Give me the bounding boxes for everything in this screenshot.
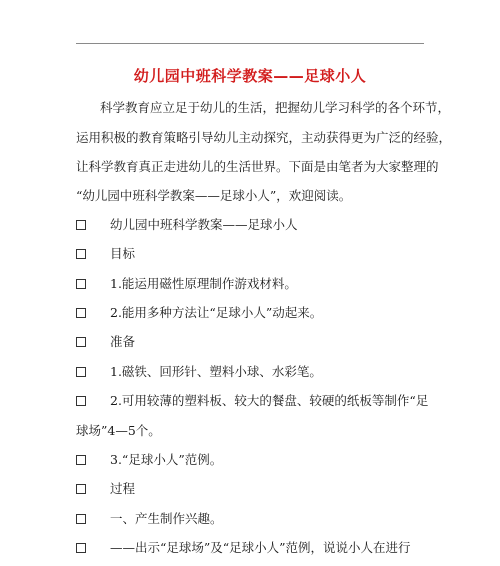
checkbox-icon [76,337,86,347]
list-item-text: 一、产生制作兴趣。 [110,511,223,526]
checkbox-icon [76,396,86,406]
list-item [76,364,436,380]
checkbox-icon [76,308,86,318]
list-item-text: 2.能用多种方法让“足球小人”动起来。 [110,305,323,320]
document-title: 幼儿园中班科学教案——足球小人 [133,67,367,85]
intro-line-2: 运用积极的教育策略引导幼儿主动探究，主动获得更为广泛的经验， [76,130,452,145]
checkbox-icon [76,367,86,377]
list-item [76,540,436,556]
checkbox-icon [76,220,86,230]
list-item-text: 1.能运用磁性原理制作游戏材料。 [110,276,297,291]
header-rule [76,43,424,44]
intro-line-1: 科学教育应立足于幼儿的生活，把握幼儿学习科学的各个环节， [100,100,451,115]
checkbox-icon [76,543,86,553]
list-item [76,276,436,292]
list-item [76,481,436,497]
intro-line-4: “幼儿园中班科学教案——足球小人”，欢迎阅读。 [76,188,352,203]
checkbox-icon [76,484,86,494]
checkbox-icon [76,514,86,524]
list-item [76,305,436,321]
list-item [76,511,436,527]
checkbox-icon [76,249,86,259]
list-item [76,217,436,233]
list-item-text: 2.可用较薄的塑料板、较大的餐盘、较硬的纸板等制作“足 [110,393,429,408]
list-item [76,246,436,262]
list-item-text: 目标 [110,246,136,261]
list-item-text: 幼儿园中班科学教案——足球小人 [110,217,298,232]
list-item-continuation: 球场”4—5个。 [76,423,161,438]
list-item-text: 过程 [110,481,136,496]
list-item-text: ——出示“足球场”及“足球小人”范例，说说小人在进行 [110,540,411,555]
checkbox-icon [76,279,86,289]
list-item [76,393,436,409]
list-item-text: 1.磁铁、回形针、塑料小球、水彩笔。 [110,364,322,379]
list-item [76,452,436,468]
list-item-text: 准备 [110,334,136,349]
list-item-text: 3.“足球小人”范例。 [110,452,223,467]
checkbox-icon [76,455,86,465]
list-item [76,334,436,350]
intro-line-3: 让科学教育真正走进幼儿的生活世界。下面是由笔者为大家整理的 [76,159,439,174]
